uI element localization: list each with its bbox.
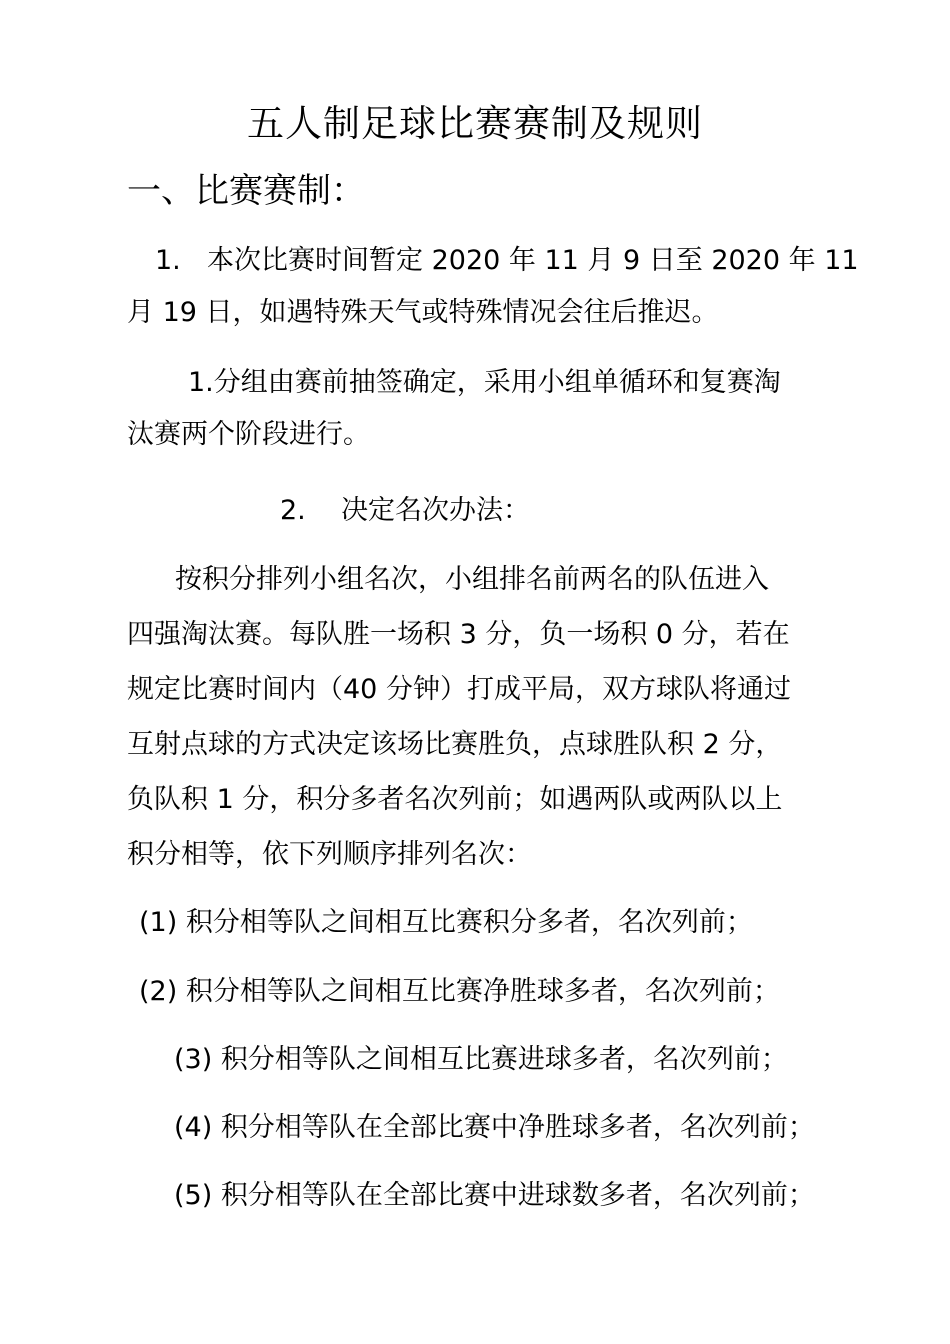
- item2-text: 决定名次办法：: [341, 495, 530, 526]
- tiebreaker-2: (2) 积分相等队之间相互比赛净胜球多者，名次列前；: [139, 976, 780, 1007]
- tiebreaker-3: (3) 积分相等队之间相互比赛进球多者，名次列前；: [174, 1044, 788, 1075]
- ranking-line-1: 按积分排列小组名次，小组排名前两名的队伍进入: [175, 564, 769, 595]
- item2-number: 2.: [280, 495, 306, 526]
- item1-line2: 月 19 日，如遇特殊天气或特殊情况会往后推迟。: [127, 297, 719, 328]
- ranking-line-5: 负队积 1 分，积分多者名次列前；如遇两队或两队以上: [127, 784, 783, 815]
- ranking-line-3: 规定比赛时间内（40 分钟）打成平局，双方球队将通过: [127, 674, 791, 705]
- ranking-line-6: 积分相等，依下列顺序排列名次：: [127, 839, 532, 870]
- section-heading: 一、比赛赛制：: [127, 171, 365, 211]
- item1-number: 1.: [155, 245, 181, 276]
- ranking-line-2: 四强淘汰赛。每队胜一场积 3 分，负一场积 0 分，若在: [127, 619, 790, 650]
- item1b-line2: 汰赛两个阶段进行。: [127, 419, 370, 450]
- document-title: 五人制足球比赛赛制及规则: [247, 102, 703, 145]
- tiebreaker-4: (4) 积分相等队在全部比赛中净胜球多者，名次列前；: [174, 1112, 815, 1143]
- item1-line1: 本次比赛时间暂定 2020 年 11 月 9 日至 2020 年 11: [207, 245, 859, 276]
- tiebreaker-5: (5) 积分相等队在全部比赛中进球数多者，名次列前；: [174, 1180, 815, 1211]
- tiebreaker-1: (1) 积分相等队之间相互比赛积分多者，名次列前；: [139, 907, 753, 938]
- ranking-line-4: 互射点球的方式决定该场比赛胜负，点球胜队积 2 分，: [127, 729, 783, 760]
- item1b-line1: 1.分组由赛前抽签确定，采用小组单循环和复赛淘: [188, 367, 781, 398]
